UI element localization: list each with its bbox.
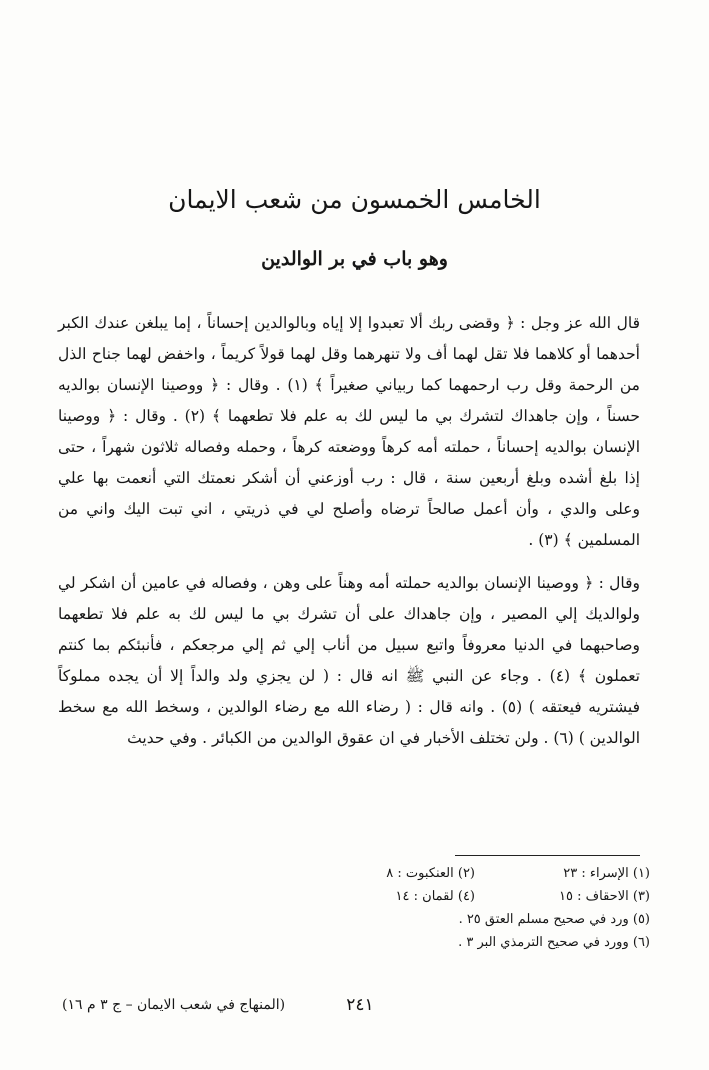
- footnote-row: [300, 885, 650, 908]
- footnote-3: (٣) الاحقاف : ١٥: [559, 889, 650, 904]
- footnote-row: [300, 862, 650, 885]
- page-number: ٢٤١: [346, 995, 374, 1015]
- footer-reference: (المنهاج في شعب الايمان – ج ٣ م ١٦): [62, 997, 286, 1013]
- chapter-subtitle: وهو باب في بر الوالدين: [261, 248, 448, 270]
- footnote-2: (٢) العنكبوت : ٨: [386, 866, 475, 881]
- footnote-6: (٦) وورد في صحيح الترمذي البر ٣ .: [458, 935, 650, 950]
- footnote-1: (١) الإسراء : ٢٣: [563, 866, 650, 881]
- footnotes: [300, 862, 650, 954]
- paragraph-1: قال الله عز وجل : ﴿ وقضى ربك ألا تعبدوا إلا إياه وبالوالدين إحساناً ، إما يبلغن عندك الكبر أحدهما أو كلاهما فلا تقل لهما أف ولا تنهرهما وقل لهما قولاً كريماً ، واخفض لهما جناح الذل من الرحمة وقل رب ارحمهما كما ربياني صغيراً ﴾ (١) . وقال : ﴿ ووصينا الإنسان بوالديه حسناً ، وإن جاهداك لتشرك بي ما ليس لك به علم فلا تطعهما ﴾ (٢) . وقال : ﴿ ووصينا الإنسان بوالديه إحساناً ، حملته أمه كرهاً ووضعته كرهاً ، وحمله وفصاله ثلاثون شهراً ، حتى إذا بلغ أشده وبلغ أربعين سنة ، قال : رب أوزعني أن أشكر نعمتك التي أنعمت بها علي وعلى والدي ، وأن أعمل صالحاً ترضاه وأصلح لي في ذريتي ، اني تبت اليك واني من المسلمين ﴾ (٣) .: [58, 314, 640, 549]
- paragraph-2: وقال : ﴿ ووصينا الإنسان بوالديه حملته أمه وهناً على وهن ، وفصاله في عامين أن اشكر لي ولوالديك إلي المصير ، وإن جاهداك على أن تشرك بي ما ليس لك به علم فلا تطعهما وصاحبهما في الدنيا معروفاً واتبع سبيل من أناب إلي ثم إلي مرجعكم ، فأنبئكم بما كنتم تعملون ﴾ (٤) . وجاء عن النبي ﷺ انه قال : ( لن يجزي ولد والداً إلا أن يجده مملوكاً فيشتريه فيعتقه ) (٥) . وانه قال : ( رضاء الله مع رضاء الوالدين ، وسخط الله مع سخط الوالدين ) (٦) . ولن تختلف الأخبار في ان عقوق الوالدين من الكبائر . وفي حديث: [58, 574, 640, 747]
- footnote-separator: [455, 855, 640, 856]
- footnote-4: (٤) لقمان : ١٤: [395, 889, 475, 904]
- main-text: [58, 308, 640, 754]
- footnote-5: (٥) ورد في صحيح مسلم العتق ٢٥ .: [458, 912, 650, 927]
- chapter-title: الخامس الخمسون من شعب الايمان: [168, 185, 541, 214]
